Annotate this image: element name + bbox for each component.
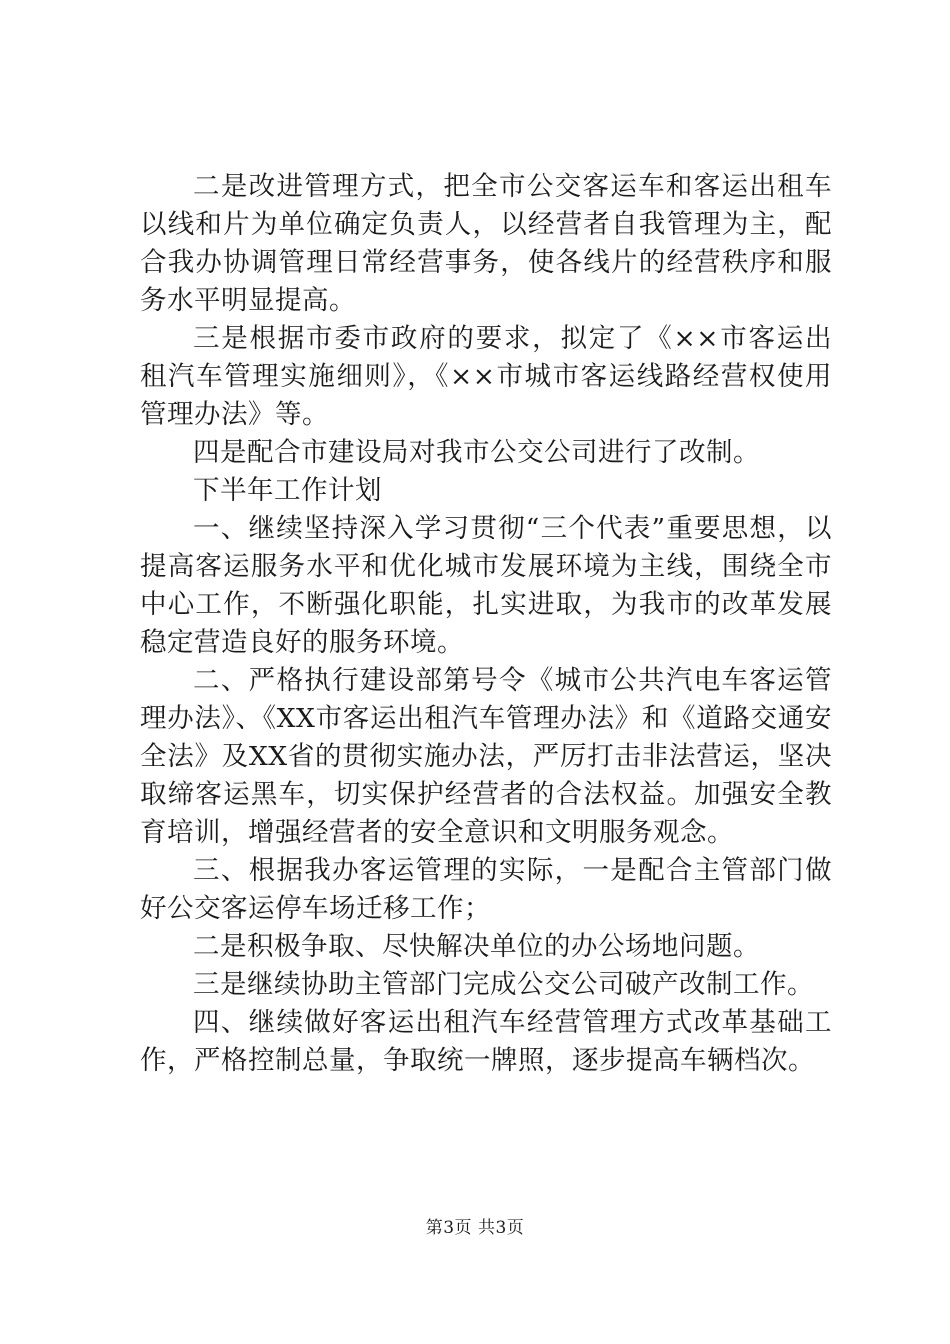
paragraph: 二、严格执行建设部第号令《城市公共汽电车客运管理办法》、《XX市客运出租汽车管理办法》和《道路交通安全法》及XX省的贯彻实施办法，严厉打击非法营运，坚决取缔客运黑车，切实保护经营者的合法权益。加强安全教育培训，增强经营者的安全意识和文明服务观念。 xyxy=(140,665,832,848)
paragraph: 三是继续协助主管部门完成公交公司破产改制工作。 xyxy=(193,969,814,1000)
paragraph: 二是积极争取、尽快解决单位的办公场地问题。 xyxy=(193,931,760,962)
paragraph: 三、根据我办客运管理的实际，一是配合主管部门做好公交客运停车场迁移工作； xyxy=(140,855,832,924)
paragraph: 二是改进管理方式，把全市公交客运车和客运出租车以线和片为单位确定负责人，以经营者自我管理为主，配合我办协调管理日常经营事务，使各线片的经营秩序和服务水平明显提高。 xyxy=(140,171,832,316)
page-number: 第3页 共3页 xyxy=(425,1218,525,1238)
document-body xyxy=(140,168,832,1080)
section-heading: 下半年工作计划 xyxy=(193,475,382,506)
paragraph: 四、继续做好客运出租汽车经营管理方式改革基础工作，严格控制总量，争取统一牌照，逐步提高车辆档次。 xyxy=(140,1007,832,1076)
paragraph: 一、继续坚持深入学习贯彻“三个代表”重要思想，以提高客运服务水平和优化城市发展环境为主线，围绕全市中心工作，不断强化职能，扎实进取，为我市的改革发展稳定营造良好的服务环境。 xyxy=(140,513,832,658)
paragraph: 三是根据市委市政府的要求，拟定了《××市客运出租汽车管理实施细则》，《××市城市客运线路经营权使用管理办法》等。 xyxy=(140,323,832,430)
paragraph: 四是配合市建设局对我市公交公司进行了改制。 xyxy=(193,437,760,468)
